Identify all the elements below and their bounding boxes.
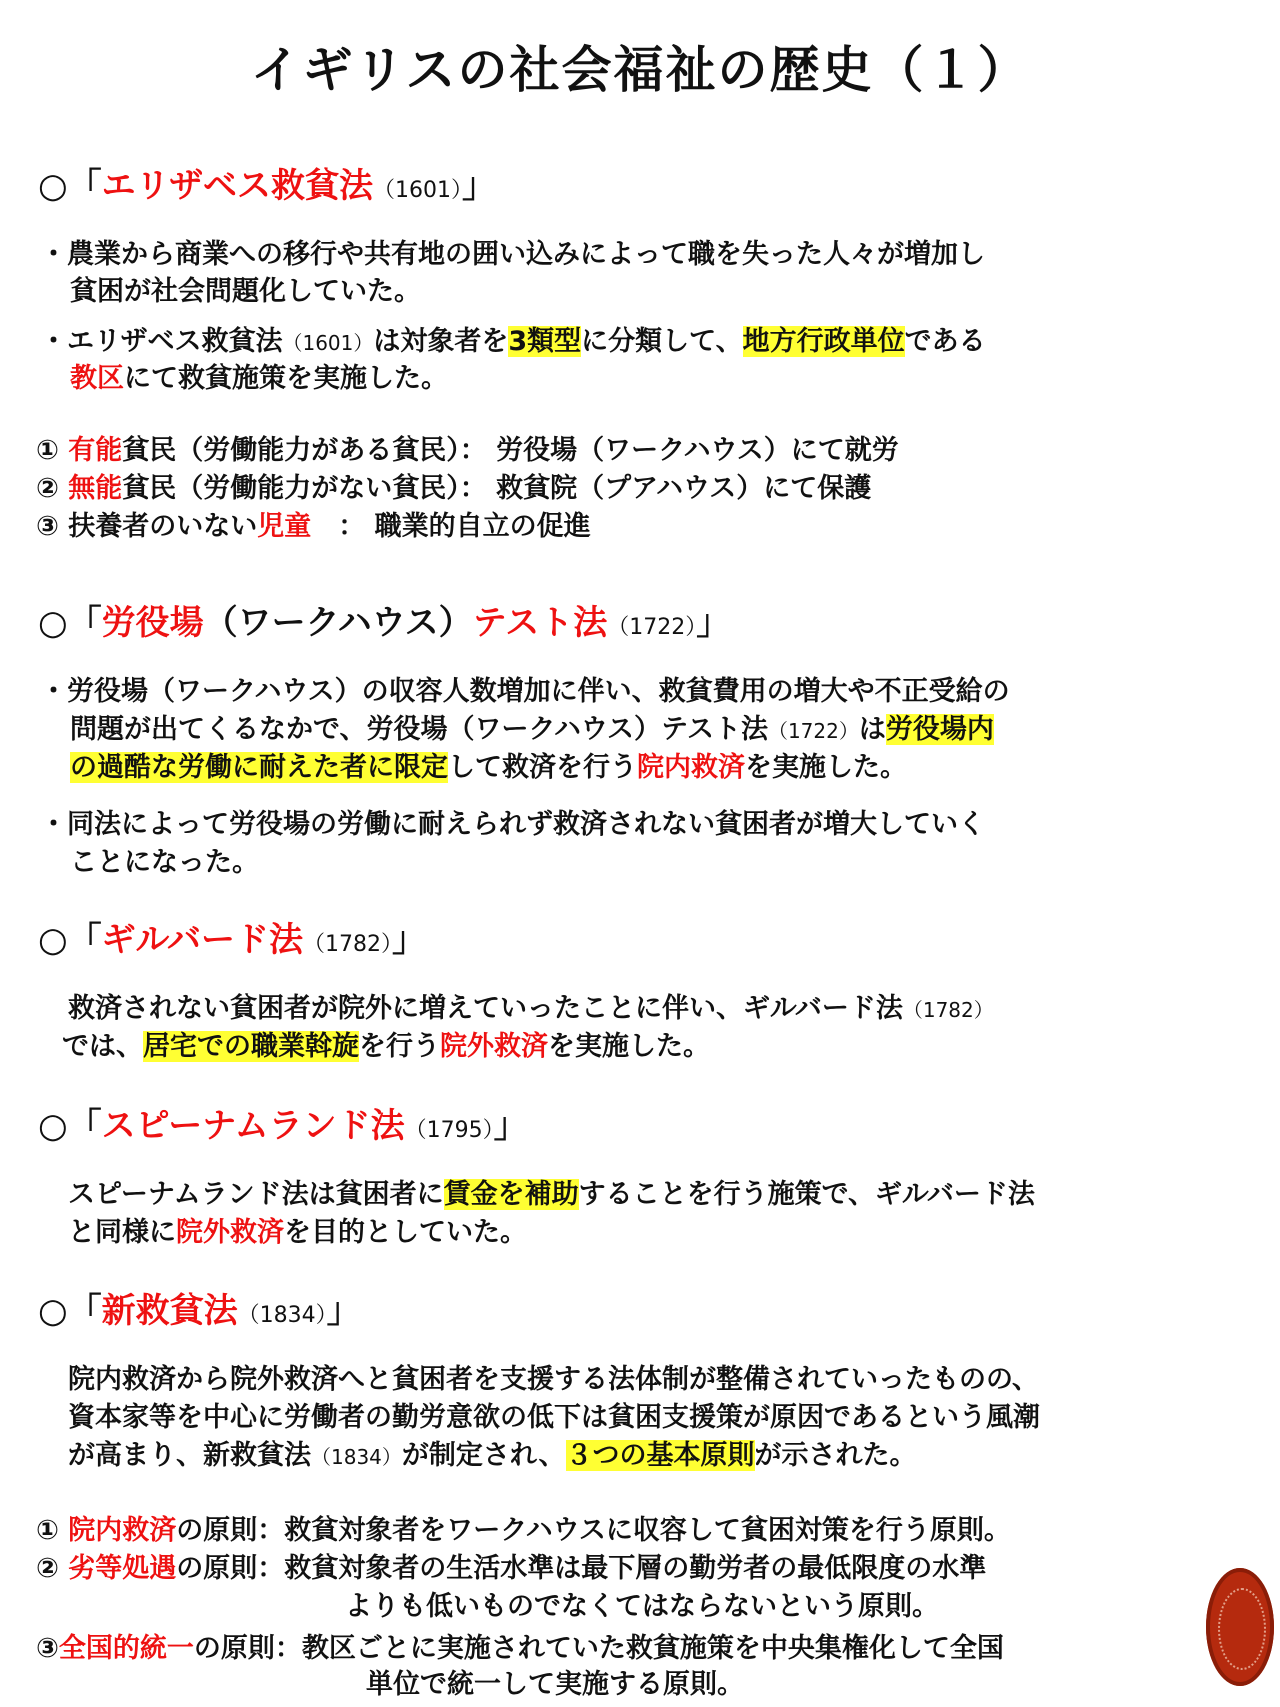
- text-run: の原則：教区ごとに実施されていた救貧施策を中央集権化して全国: [193, 1633, 1004, 1664]
- text-run: にて救貧施策を実施した。: [124, 363, 448, 394]
- heading-year: （1795）: [404, 1118, 494, 1143]
- text-run: を実施した。: [745, 752, 907, 783]
- heading-suffix: 」: [493, 1106, 528, 1146]
- text-run: に分類して、: [581, 326, 743, 357]
- list-number: ①: [36, 435, 69, 466]
- heading-title: （ワークハウス）: [203, 603, 473, 643]
- heading-suffix: 」: [462, 166, 496, 206]
- heading-title: エリザベス救貧法: [101, 166, 373, 206]
- text-run: である: [904, 326, 986, 357]
- text-run: スピーナムランド法は貧困者に: [68, 1179, 444, 1210]
- text-run: が制定され、: [401, 1440, 566, 1471]
- text-run: は: [858, 714, 886, 745]
- bullet-text: [70, 749, 907, 786]
- section-heading-elizabeth-poor-law: [38, 164, 496, 213]
- red-keyword: 院内救済: [68, 1515, 177, 1546]
- principle-item-continuation: 単位で統一して実施する原則。: [366, 1669, 744, 1700]
- heading-title: 労役場: [101, 603, 204, 643]
- text-run: 問題が出てくるなかで、労役場（ワークハウス）テスト法: [70, 714, 768, 745]
- heading-prefix: ○「: [38, 603, 102, 643]
- text-run: して救済を行う: [448, 752, 637, 783]
- text-run: ： 職業的自立の促進: [311, 511, 591, 542]
- text-run: の原則：救貧対象者をワークハウスに収容して貧困対策を行う原則。: [176, 1515, 1011, 1546]
- list-number: ①: [36, 1515, 69, 1546]
- principle-item: [36, 1550, 986, 1587]
- red-keyword: 院内救済: [637, 752, 745, 783]
- text-run: することを行う施策で、ギルバード法: [578, 1179, 1035, 1210]
- list-number: ②: [36, 473, 69, 504]
- list-item: [36, 432, 899, 469]
- heading-title: テスト法: [472, 603, 608, 643]
- bullet-text: ・同法によって労役場の労働に耐えられず救済されない貧困者が増大していく: [40, 809, 985, 840]
- red-keyword: 児童: [257, 511, 312, 542]
- red-keyword: 全国的統一: [58, 1633, 194, 1664]
- text-run: ・エリザベス救貧法: [40, 326, 283, 357]
- section-heading-gilbert-act: [38, 918, 426, 967]
- heading-suffix: 」: [391, 920, 426, 960]
- text-run: は対象者を: [373, 326, 509, 357]
- principle-item: [36, 1512, 1011, 1549]
- heading-title: 新救貧法: [101, 1291, 238, 1331]
- year-text: （1722）: [767, 719, 859, 743]
- bullet-text: ことになった。: [70, 847, 259, 878]
- seal-stamp-icon: [1206, 1568, 1274, 1686]
- text-run: では、: [62, 1031, 143, 1062]
- list-number: ②: [36, 1553, 69, 1584]
- bullet-text: [70, 360, 448, 397]
- list-number: ③: [36, 1633, 59, 1664]
- text-run: を実施した。: [548, 1031, 710, 1062]
- section-heading-workhouse-test-act: [38, 601, 730, 650]
- heading-year: （1782）: [302, 932, 392, 957]
- bullet-text: [40, 323, 986, 362]
- bullet-text: 貧困が社会問題化していた。: [70, 276, 421, 307]
- highlighted-text: 賃金を補助: [443, 1179, 579, 1210]
- list-item: [36, 508, 591, 545]
- bullet-text: ・労役場（ワークハウス）の収容人数増加に伴い、救貧費用の増大や不正受給の: [40, 676, 1010, 707]
- heading-prefix: ○「: [38, 1106, 102, 1146]
- text-run: が高まり、新救貧法: [68, 1440, 311, 1471]
- highlighted-text: 労役場内: [885, 714, 994, 745]
- text-run: を目的としていた。: [284, 1217, 527, 1248]
- year-text: （1601）: [282, 331, 374, 355]
- section-heading-new-poor-law: [38, 1289, 361, 1338]
- highlighted-text: の過酷な労働に耐えた者に限定: [70, 752, 448, 783]
- red-keyword: 院外救済: [440, 1031, 548, 1062]
- red-keyword: 無能: [68, 473, 123, 504]
- heading-prefix: ○「: [38, 920, 102, 960]
- heading-title: スピーナムランド法: [101, 1106, 405, 1146]
- principle-item-continuation: よりも低いものでなくてはならないという原則。: [345, 1591, 939, 1622]
- section-heading-speenhamland-law: [38, 1104, 528, 1153]
- paragraph-text: [68, 1214, 527, 1251]
- highlighted-text: 3類型: [508, 326, 582, 357]
- paragraph-text: [68, 1176, 1035, 1213]
- page-title: イギリスの社会福祉の歴史（１）: [250, 41, 1030, 99]
- red-keyword: 劣等処遇: [68, 1553, 177, 1584]
- text-run: ③ 扶養者のいない: [36, 511, 258, 542]
- list-item: [36, 470, 871, 507]
- paragraph-text: [68, 1437, 917, 1476]
- text-run: の原則：救貧対象者の生活水準は最下層の勤労者の最低限度の水準: [176, 1553, 987, 1584]
- heading-year: （1722）: [607, 615, 697, 640]
- highlighted-text: ３つの基本原則: [565, 1440, 755, 1471]
- red-keyword: 院外救済: [176, 1217, 284, 1248]
- paragraph-text: [62, 1028, 710, 1065]
- text-run: を行う: [359, 1031, 440, 1062]
- paragraph-text: 院内救済から院外救済へと貧困者を支援する法体制が整備されていったものの、: [68, 1364, 1039, 1395]
- red-keyword: 有能: [68, 435, 123, 466]
- year-text: （1782）: [902, 998, 994, 1022]
- heading-suffix: 」: [696, 603, 731, 643]
- paragraph-text: [68, 990, 994, 1029]
- bullet-text: [70, 711, 994, 750]
- highlighted-text: 地方行政単位: [742, 326, 905, 357]
- heading-year: （1601）: [373, 178, 462, 203]
- paragraph-text: 資本家等を中心に労働者の勤労意欲の低下は貧困支援策が原因であるという風潮: [68, 1402, 1040, 1433]
- text-run: と同様に: [68, 1217, 176, 1248]
- heading-year: （1834）: [237, 1303, 327, 1328]
- text-run: 貧民（労働能力がない貧民）： 救貧院（プアハウス）にて保護: [122, 473, 872, 504]
- highlighted-text: 居宅での職業斡旋: [143, 1031, 359, 1062]
- heading-title: ギルバード法: [101, 920, 303, 960]
- heading-prefix: ○「: [38, 166, 102, 206]
- principle-item: [36, 1630, 1004, 1667]
- heading-suffix: 」: [326, 1291, 361, 1331]
- red-keyword: 教区: [70, 363, 124, 394]
- text-run: が示された。: [754, 1440, 917, 1471]
- text-run: 救済されない貧困者が院外に増えていったことに伴い、ギルバード法: [68, 993, 903, 1024]
- heading-prefix: ○「: [38, 1291, 102, 1331]
- year-text: （1834）: [311, 1445, 402, 1469]
- bullet-text: ・農業から商業への移行や共有地の囲い込みによって職を失った人々が増加し: [40, 239, 985, 270]
- text-run: 貧民（労働能力がある貧民）： 労役場（ワークハウス）にて就労: [122, 435, 899, 466]
